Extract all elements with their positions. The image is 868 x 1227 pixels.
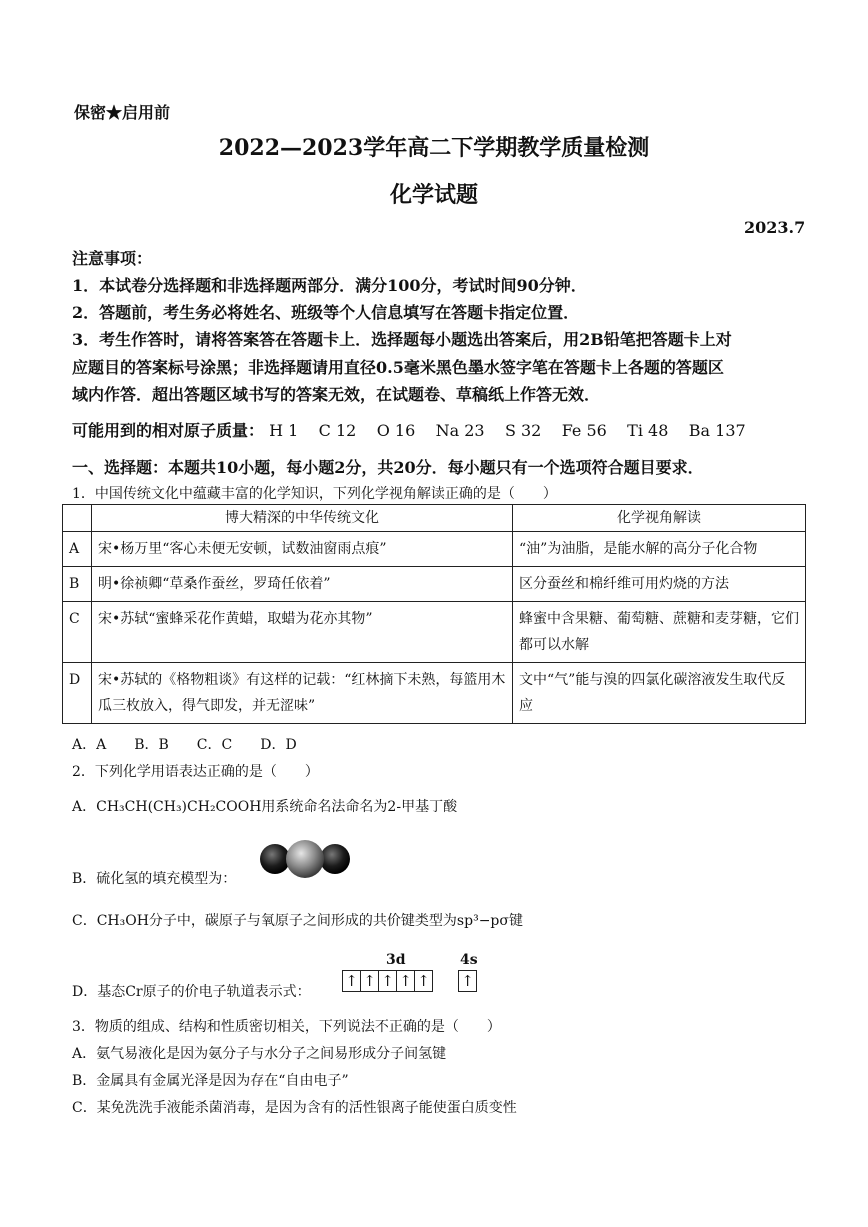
table-row [63, 602, 806, 663]
row-label: B [63, 567, 92, 602]
atomic-masses-values: H 1 C 12 O 16 Na 23 S 32 Fe 56 Ti 48 Ba 137 [269, 421, 746, 440]
table-header-interpretation: 化学视角解读 [513, 505, 806, 532]
question-1-stem: 1．中国传统文化中蕴藏丰富的化学知识，下列化学视角解读正确的是（ ） [72, 486, 557, 502]
orbital-box: ↑ [397, 971, 415, 991]
row-interpretation: 区分蚕丝和棉纤维可用灼烧的方法 [513, 567, 806, 602]
question-1-table [62, 504, 806, 724]
orbital-3d-label: 3d [386, 952, 406, 968]
question-2-option-b: B．硫化氢的填充模型为： [72, 871, 237, 887]
question-2-option-c: C．CH₃OH分子中，碳原子与氧原子之间形成的共价键类型为sp³−pσ键 [72, 913, 523, 929]
question-2-option-d: D．基态Cr原子的价电子轨道表示式： [72, 984, 311, 1000]
question-3-stem: 3．物质的组成、结构和性质密切相关，下列说法不正确的是（ ） [72, 1019, 501, 1035]
notice-item-3-line-2: 应题目的答案标号涂黑；非选择题请用直径0.5毫米黑色墨水签字笔在答题卡上各题的答题区 [72, 358, 724, 377]
question-2-stem: 2．下列化学用语表达正确的是（ ） [72, 764, 319, 780]
question-3-option-a: A．氨气易液化是因为氨分子与水分子之间易形成分子间氢键 [72, 1046, 447, 1062]
row-interpretation: 文中“气”能与溴的四氯化碳溶液发生取代反应 [513, 663, 806, 724]
orbital-4s-box: ↑ [458, 970, 477, 992]
row-label: C [63, 602, 92, 663]
notice-item-1: 1．本试卷分选择题和非选择题两部分．满分100分，考试时间90分钟． [72, 276, 587, 295]
hydrogen-atom-right [320, 844, 350, 874]
table-header-culture: 博大精深的中华传统文化 [92, 505, 513, 532]
table-header-row [63, 505, 806, 532]
notice-heading: 注意事项： [72, 249, 153, 268]
row-label: A [63, 532, 92, 567]
question-1-options: A．A B．B C．C D．D [72, 737, 297, 753]
notice-item-2: 2．答题前，考生务必将姓名、班级等个人信息填写在答题卡指定位置． [72, 303, 580, 322]
exam-subtitle: 化学试题 [389, 182, 478, 208]
question-2-option-a: A．CH₃CH(CH₃)CH₂COOH用系统命名法命名为2-甲基丁酸 [72, 799, 458, 815]
orbital-box: ↑ [417, 972, 430, 990]
orbital-box: ↑ [379, 971, 397, 991]
table-row [63, 532, 806, 567]
exam-date: 2023.7 [744, 218, 806, 237]
row-culture: 明•徐祯卿“草桑作蚕丝，罗琦任依着” [92, 567, 513, 602]
exam-title: 2022—2023学年高二下学期教学质量检测 [218, 135, 650, 161]
sulfur-atom [286, 840, 324, 878]
orbital-box: ↑ [361, 971, 379, 991]
question-3-option-b: B．金属具有金属光泽是因为存在“自由电子” [72, 1073, 349, 1089]
question-3-option-c: C．某免洗洗手液能杀菌消毒，是因为含有的活性银离子能使蛋白质变性 [72, 1100, 517, 1116]
row-culture: 宋•杨万里“客心未便无安顿，试数油窗雨点痕” [92, 532, 513, 567]
h2s-space-filling-model [258, 839, 352, 879]
notice-item-3-line-1: 3．考生作答时，请将答案答在答题卡上．选择题每小题选出答案后，用2B铅笔把答题卡上对 [72, 330, 732, 349]
secrecy-mark: 保密★启用前 [74, 103, 171, 122]
row-interpretation: 蜂蜜中含果糖、葡萄糖、蔗糖和麦芽糖，它们都可以水解 [513, 602, 806, 663]
row-interpretation: “油”为油脂，是能水解的高分子化合物 [513, 532, 806, 567]
row-culture: 宋•苏轼的《格物粗谈》有这样的记载：“红林摘下未熟，每篮用木瓜三枚放入，得气即发，并无涩味” [92, 663, 513, 724]
atomic-masses [72, 418, 746, 441]
orbital-4s-label: 4s [460, 952, 478, 968]
atomic-masses-label: 可能用到的相对原子质量： [72, 421, 265, 440]
table-row [63, 567, 806, 602]
row-label: D [63, 663, 92, 724]
hydrogen-atom-left [260, 844, 290, 874]
row-culture: 宋•苏轼“蜜蜂采花作黄蜡，取蜡为花亦其物” [92, 602, 513, 663]
table-header-label [63, 505, 92, 532]
orbital-3d-boxes [342, 970, 433, 992]
table-row [63, 663, 806, 724]
orbital-box: ↑ [343, 971, 361, 991]
notice-item-3-line-3: 域内作答．超出答题区域书写的答案无效，在试题卷、草稿纸上作答无效． [72, 385, 601, 404]
section-1-heading: 一、选择题：本题共10小题，每小题2分，共20分．每小题只有一个选项符合题目要求． [72, 458, 704, 477]
